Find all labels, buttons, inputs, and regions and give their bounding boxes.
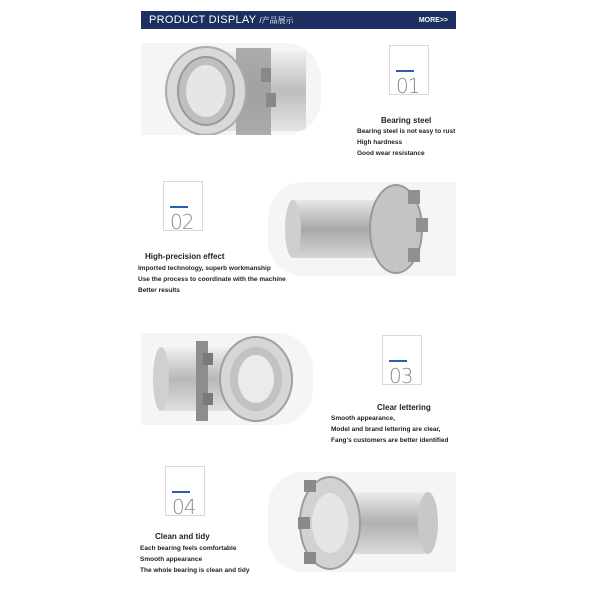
desc-line: Good wear resistance bbox=[357, 150, 425, 157]
desc-line: High hardness bbox=[357, 139, 403, 146]
header-subtitle: /产品展示 bbox=[259, 15, 294, 25]
desc-line: Smooth appearance bbox=[140, 556, 203, 563]
accent-line bbox=[396, 70, 414, 72]
feature-desc-03 bbox=[331, 413, 449, 446]
number-box-03 bbox=[382, 335, 422, 388]
product-image-03 bbox=[141, 333, 313, 425]
desc-line: Each bearing feels comfortable bbox=[140, 545, 237, 552]
desc-line: Smooth appearance, bbox=[331, 415, 395, 422]
feature-title-03: Clear lettering bbox=[377, 403, 431, 412]
accent-line bbox=[172, 491, 190, 493]
desc-line: Imported technology, superb workmanship bbox=[138, 265, 271, 272]
feature-title-04: Clean and tidy bbox=[155, 532, 210, 541]
desc-line: Better results bbox=[138, 287, 180, 294]
sleeve-image-02 bbox=[268, 182, 456, 276]
number-box-02 bbox=[163, 181, 203, 234]
feature-number: 04 bbox=[172, 495, 196, 519]
desc-line: Fang's customers are better identified bbox=[331, 437, 449, 444]
header-title: PRODUCT DISPLAY bbox=[149, 14, 257, 26]
desc-line: The whole bearing is clean and tidy bbox=[140, 567, 250, 574]
number-box-01 bbox=[389, 45, 429, 98]
product-display-header bbox=[141, 11, 456, 29]
product-image-01 bbox=[141, 43, 321, 135]
accent-line bbox=[389, 360, 407, 362]
feature-desc-02 bbox=[138, 263, 286, 296]
feature-title-02: High-precision effect bbox=[145, 252, 225, 261]
desc-line: Use the process to coordinate with the machine bbox=[138, 276, 286, 283]
product-image-02 bbox=[268, 182, 456, 276]
sleeve-image-04 bbox=[268, 472, 456, 572]
feature-number: 02 bbox=[170, 210, 194, 234]
desc-line: Model and brand lettering are clear, bbox=[331, 426, 441, 433]
sleeve-image-01 bbox=[141, 43, 321, 135]
number-box-04 bbox=[165, 466, 205, 519]
sleeve-image-03 bbox=[141, 333, 313, 425]
feature-number: 03 bbox=[389, 364, 413, 388]
desc-line: Bearing steel is not easy to rust bbox=[357, 128, 456, 135]
accent-line bbox=[170, 206, 188, 208]
feature-desc-01 bbox=[357, 126, 455, 159]
more-link[interactable]: MORE>> bbox=[418, 16, 448, 24]
product-image-04 bbox=[268, 472, 456, 572]
feature-number: 01 bbox=[396, 74, 420, 98]
feature-title-01: Bearing steel bbox=[381, 116, 432, 125]
feature-desc-04 bbox=[140, 543, 249, 576]
